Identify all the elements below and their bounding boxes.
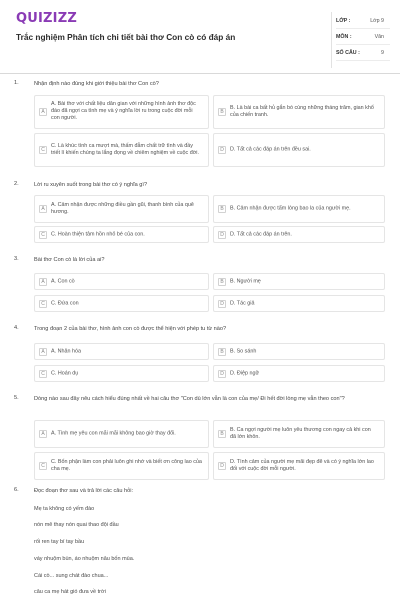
answer-option[interactable] [213,195,385,223]
option-letter: D [218,370,226,378]
answer-option[interactable] [213,273,385,290]
option-text: C. Là khúc tình ca mượt mà, thấm đẫm chất trữ tình và đầy triết lí khiến chúng ta lắng đọng về chiêm nghiệm về cuộc đời. [51,142,199,156]
answer-option[interactable] [34,343,209,360]
question-text: Bài thơ Con cò là lời của ai? [34,257,105,263]
answer-option[interactable] [213,343,385,360]
meta-row-class [336,14,390,29]
option-text: C. Đứa con [51,299,79,306]
question-number: 2. [14,181,19,187]
option-letter: D [218,231,226,239]
option-text: D. Tất cả các đáp án trên đều sai. [230,146,311,153]
answer-option[interactable] [34,273,209,290]
option-letter: C [39,300,47,308]
header-divider [0,73,400,74]
meta-key: LỚP : [336,18,351,24]
question-number: 3. [14,256,19,262]
poem-line: rối ren tay bí tay bầu [34,539,85,545]
option-text: D. Tình cảm của người mẹ mãi đẹp đẽ và có ý nghĩa lớn lao đối với cuộc đời mỗi người. [230,458,374,472]
option-letter: D [218,462,226,470]
meta-value: Văn [374,34,384,40]
answer-option[interactable] [213,452,385,480]
option-text: A. Nhân hóa [51,347,81,354]
option-text: D. Tác giả [230,299,255,306]
question-number: 1. [14,80,19,86]
question-text: Trong đoạn 2 của bài thơ, hình ảnh con cò được thể hiện với phép tu từ nào? [34,326,227,332]
meta-key: MÔN : [336,34,352,40]
answer-option[interactable] [213,133,385,167]
option-text: B. Cảm nhận được tấm lòng bao la của người mẹ. [230,205,351,212]
answer-option[interactable] [34,95,209,129]
answer-option[interactable] [34,365,209,382]
meta-info-box [331,12,390,68]
meta-row-count [336,46,390,61]
question-text: Dòng nào sau đây nêu cách hiểu đúng nhất về hai câu thơ "Con dù lớn vẫn là con của mẹ/ Đi hết đời lòng mẹ vẫn theo con"? [34,396,345,402]
option-text: B. Người mẹ [230,277,261,284]
option-letter: A [39,278,47,286]
option-letter: B [218,430,226,438]
meta-key: SỐ CÂU : [336,50,360,56]
option-text: A. Con cò [51,277,75,284]
poem-line: Mẹ ta không có yếm đào [34,506,95,512]
worksheet-header [0,0,400,72]
option-letter: C [39,370,47,378]
answer-option[interactable] [34,133,209,167]
answer-option[interactable] [34,226,209,243]
question-number: 6. [14,487,19,493]
answer-option[interactable] [34,420,209,448]
option-letter: C [39,462,47,470]
poem-line: câu ca mẹ hát gió đưa về trời [34,589,106,595]
option-letter: A [39,205,47,213]
option-letter: B [218,108,226,116]
option-text: D. Điệp ngữ [230,369,260,376]
option-letter: D [218,146,226,154]
option-letter: A [39,348,47,356]
meta-value: 9 [381,50,384,56]
answer-option[interactable] [213,95,385,129]
answer-option[interactable] [213,420,385,448]
answer-option[interactable] [34,195,209,223]
option-text: A. Bài thơ với chất liệu dân gian với những hình ảnh thơ độc đáo đã ngợi ca tình mẹ và ý nghĩa lời ru trong cuộc đời mỗi con người. [51,101,196,122]
option-text: C. Hoàn thiện tâm hồn nhỏ bé của con. [51,230,145,237]
option-letter: A [39,430,47,438]
question-text: Nhận định nào đúng khi giới thiệu bài thơ Con cò? [34,81,159,87]
option-text: C. Hoán dụ [51,369,79,376]
poem-line: nón mê thay nón quai thao đội đầu [34,522,119,528]
option-letter: C [39,231,47,239]
option-letter: A [39,108,47,116]
answer-option[interactable] [34,452,209,480]
option-letter: B [218,205,226,213]
answer-option[interactable] [213,365,385,382]
meta-row-subject [336,30,390,45]
meta-value: Lớp 9 [370,18,384,24]
answer-option[interactable] [34,295,209,312]
question-text: Đọc đoạn thơ sau và trả lời các câu hỏi: [34,488,134,494]
option-letter: B [218,348,226,356]
poem-line: váy nhuộm bùn, áo nhuộm nâu bốn mùa. [34,556,135,562]
option-letter: B [218,278,226,286]
option-text: B. Là bài ca bất hủ gắn bó cùng những tháng trăm, gian khổ của chiến tranh. [230,104,374,118]
option-text: B. Ca ngợi người mẹ luôn yêu thương con ngay cả khi con đã lớn khôn. [230,426,371,440]
answer-option[interactable] [213,295,385,312]
page-title: Trắc nghiệm Phân tích chi tiết bài thơ Con cò có đáp án [16,32,236,42]
quizizz-logo: QUIZIZZ [16,11,77,26]
option-letter: D [218,300,226,308]
answer-option[interactable] [213,226,385,243]
option-letter: C [39,146,47,154]
option-text: C. Bổn phận làm con phải luôn ghi nhớ và biết ơn công lao của cha mẹ. [51,458,202,472]
question-number: 4. [14,325,19,331]
poem-line: Cái cò... sung chát đào chua... [34,573,109,579]
question-number: 5. [14,395,19,401]
question-text: Lời ru xuyên suốt trong bài thơ có ý nghĩa gì? [34,182,148,188]
option-text: A. Tình mẹ yêu con mãi mãi không bao giờ thay đổi. [51,430,176,437]
option-text: D. Tất cả các đáp án trên. [230,230,292,237]
option-text: B. So sánh [230,347,257,354]
option-text: A. Cảm nhận được những điều gần gũi, thanh bình của quê hương. [51,201,194,215]
